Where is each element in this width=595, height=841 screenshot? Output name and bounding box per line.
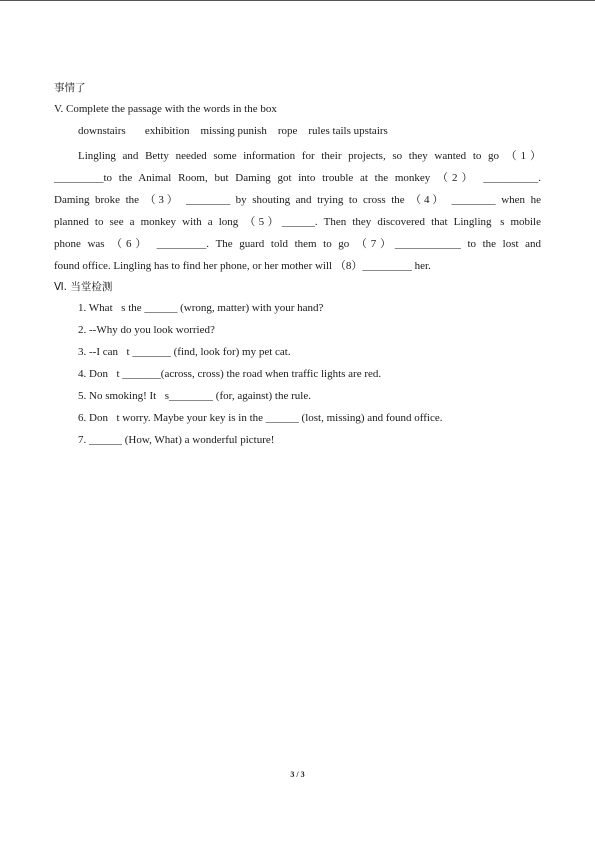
exercise-item-3: 3. --I can t _______ (find, look for) my pet cat. xyxy=(78,346,291,358)
exercise-item-7: 7. ______ (How, What) a wonderful picture! xyxy=(78,434,275,446)
exercise-item-1: 1. What s the ______ (wrong, matter) with your hand? xyxy=(78,302,324,314)
passage-line-2: _________to the Animal Room, but Daming got into trouble at the monkey （2） __________. xyxy=(54,172,541,184)
passage-line-5: phone was （6） _________. The guard told them to go （7）____________ to the lost and xyxy=(54,238,541,250)
passage-line-6: found office. Lingling has to find her phone, or her mother will （8）_________ her. xyxy=(54,260,431,272)
word-box: downstairs exhibition missing punish rope rules tails upstairs xyxy=(78,125,388,137)
passage-line-4: planned to see a monkey with a long （5）______. Then they discovered that Lingling s mobile xyxy=(54,216,541,228)
page-number: 3 / 3 xyxy=(290,770,305,779)
exercise-item-6: 6. Don t worry. Maybe your key is in the ______ (lost, missing) and found office. xyxy=(78,412,443,424)
section-v-title: V. Complete the passage with the words in the box xyxy=(54,103,277,115)
header-rule xyxy=(0,0,595,1)
continued-text-fragment: 事情了 xyxy=(54,82,86,94)
passage-line-1: Lingling and Betty needed some information for their projects, so they wanted to go （1） xyxy=(78,150,541,162)
section-vi-title: Ⅵ. 当堂检测 xyxy=(54,281,113,293)
exercise-item-4: 4. Don t _______(across, cross) the road when traffic lights are red. xyxy=(78,368,382,380)
exercise-item-5: 5. No smoking! It s________ (for, against) the rule. xyxy=(78,390,311,402)
passage-line-3: Daming broke the （3） ________ by shouting and trying to cross the （4） ________ when he xyxy=(54,194,541,206)
exercise-item-2: 2. --Why do you look worried? xyxy=(78,324,215,336)
